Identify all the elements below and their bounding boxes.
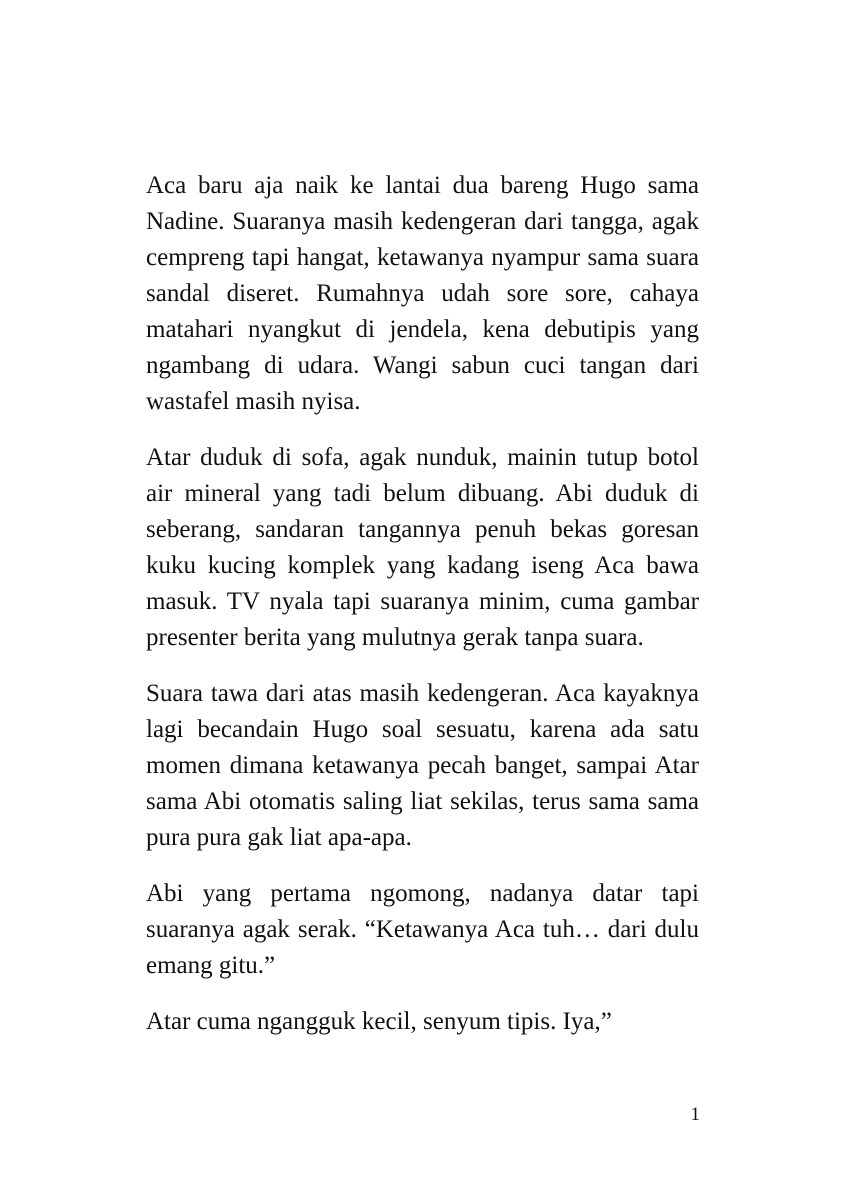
body-text <box>146 168 699 1060</box>
paragraph-4: Abi yang pertama ngomong, nadanya datar tapi suaranya agak serak. “Ketawanya Aca tuh… dari dulu emang gitu.” <box>146 880 699 979</box>
paragraph-1: Aca baru aja naik ke lantai dua bareng Hugo sama Nadine. Suaranya masih kedengeran dari tangga, agak cempreng tapi hangat, ketawanya nyampur sama suara sandal diseret. Rumahnya udah sore sore, cahaya matahari nyangkut di jendela, kena debutipis yang ngambang di udara. Wangi sabun cuci tangan dari wastafel masih nyisa. <box>146 172 699 415</box>
page-number: 1 <box>690 1104 700 1125</box>
paragraph-2: Atar duduk di sofa, agak nunduk, mainin tutup botol air mineral yang tadi belum dibuang. Abi duduk di seberang, sandaran tangannya penuh bekas goresan kuku kucing komplek yang kadang iseng Aca bawa masuk. TV nyala tapi suaranya minim, cuma gambar presenter berita yang mulutnya gerak tanpa suara. <box>146 444 699 651</box>
paragraph-5: Atar cuma ngangguk kecil, senyum tipis. Iya,” <box>146 1008 612 1035</box>
paragraph-3: Suara tawa dari atas masih kedengeran. Aca kayaknya lagi becandain Hugo soal sesuatu, karena ada satu momen dimana ketawanya pecah banget, sampai Atar sama Abi otomatis saling liat sekilas, terus sama sama pura pura gak liat apa-apa. <box>146 680 699 851</box>
